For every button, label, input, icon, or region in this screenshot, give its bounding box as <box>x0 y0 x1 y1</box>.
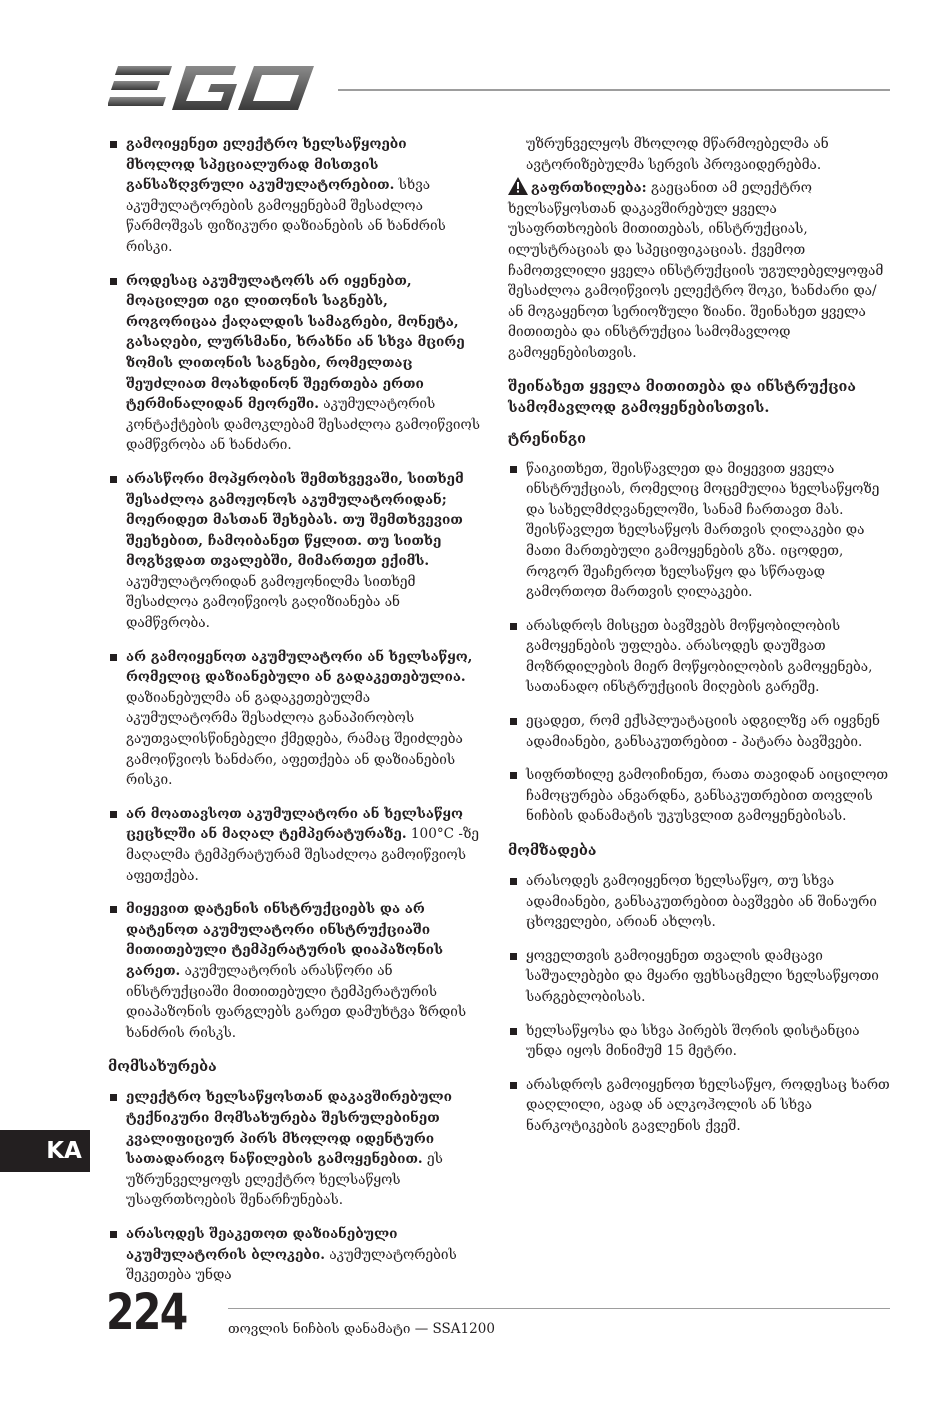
left-column <box>108 134 480 1299</box>
list-item: როდესაც აკუმულატორს არ იყენებთ, მოაცილეთ იგი ლითონის საგნებს, როგორიცაა ქაღალდის სამაგრები, მონეტა, გასაღები, ლურსმანი, ხრახნი ან სხვა მცირე ზომის ლითონის საგნები, რომელთაც შეუძლიათ მოახდინონ შეერთება ერთი ტერმინალიდან მეორეში. აკუმულატორის კონტაქტების დამოკლებამ შესაძლოა გამოიწვიოს დამწვრობა ან ხანძარი. <box>108 271 480 456</box>
list-item: არასოდეს შეაკეთოთ დაზიანებული აკუმულატორის ბლოკები. აკუმულატორების შეკეთება უნდა <box>108 1224 480 1286</box>
continuation-text: უზრუნველყოს მხოლოდ მწარმოებელმა ან ავტორიზებულმა სერვის პროვაიდერებმა. <box>526 136 829 173</box>
preparation-list <box>508 871 890 1137</box>
list-item: ყოველთვის გამოიყენეთ თვალის დამცავი საშუალებები და მყარი ფეხსაცმელი ხელსაწყოთი სარგებლობისას. <box>508 946 890 1008</box>
warning-paragraph <box>508 177 890 363</box>
list-item: ხელსაწყოსა და სხვა პირებს შორის დისტანცია უნდა იყოს მინიმუმ 15 მეტრი. <box>508 1021 890 1062</box>
language-code: KA <box>46 1138 82 1164</box>
list-item: წაიკითხეთ, შეისწავლეთ და მიყევით ყველა ინსტრუქციას, რომელიც მოცემულია ხელსაწყოზე და სახელმძღვანელოში, სანამ ჩართავთ მას. შეისწავლეთ ხელსაწყოს მართვის ღილაკები და მათი მართებული გამოყენების გზა. იცოდეთ, როგორ შეაჩეროთ ხელსაწყო და სწრაფად გამორთოთ მართვის ღილაკები. <box>508 459 890 603</box>
service-heading: მომსახურება <box>108 1058 217 1076</box>
footer-rule <box>228 1308 890 1309</box>
list-item: არ მოათავსოთ აკუმულატორი ან ხელსაწყო ცეცხლში ან მაღალ ტემპერატურაზე. 100°C -ზე მაღალმა ტემპერატურამ შესაძლოა გამოიწვიოს აფეთქება. <box>108 804 480 886</box>
header-rule <box>338 89 890 91</box>
warning-label: გაფრთხილება: <box>531 180 647 197</box>
service-list <box>108 1087 480 1285</box>
list-item: არასდროს გამოიყენოთ ხელსაწყო, როდესაც ხართ დაღლილი, ავად ან ალკოჰოლის ან სხვა ნარკოტიკების გავლენის ქვეშ. <box>508 1075 890 1137</box>
list-item: არასოდეს გამოიყენოთ ხელსაწყო, თუ სხვა ადამიანები, განსაკუთრებით ბავშვები ან შინაური ცხოველები, არიან ახლოს. <box>508 871 890 933</box>
preparation-heading: მომზადება <box>508 842 597 860</box>
list-item: არასდროს მისცეთ ბავშვებს მოწყობილობის გამოყენების უფლება. არასოდეს დაუშვათ მოზრდილების მიერ მოწყობილობის გამოყენება, სათანადო ინსტრუქციის მიღების გარეშე. <box>508 616 890 698</box>
warning-triangle-icon <box>508 177 528 195</box>
list-item: მიყევით დატენის ინსტრუქციებს და არ დატენოთ აკუმულატორი ინსტრუქციაში მითითებული ტემპერატურის დიაპაზონის გარეთ. აკუმულატორის არასწორი ან ინსტრუქციაში მითითებული ტემპერატურის დიაპაზონის ფარგლებს გარეთ დამუხტვა ზრდის ხანძრის რისკს. <box>108 899 480 1043</box>
battery-safety-list <box>108 134 480 1043</box>
list-item: გამოიყენეთ ელექტრო ხელსაწყოები მხოლოდ სპეციალურად მისთვის განსაზღვრული აკუმულატორებით. სხვა აკუმულატორების გამოყენებამ შესაძლოა წარმოშვას ფიზიკური დაზიანების ან ხანძრის რისკი. <box>108 134 480 258</box>
right-column <box>508 134 890 1150</box>
list-item: ეცადეთ, რომ ექსპლუატაციის ადგილზე არ იყვნენ ადამიანები, განსაკუთრებით - პატარა ბავშვები. <box>508 711 890 752</box>
language-tab <box>0 1130 90 1172</box>
list-item: არ გამოიყენოთ აკუმულატორი ან ხელსაწყო, რომელიც დაზიანებული ან გადაკეთებულია. დაზიანებულმა ან გადაკეთებულმა აკუმულატორმა შესაძლოა განაპირობოს გაუთვალისწინებელი ქმედება, რამაც შეიძლება გამოიწვიოს ხანძარი, აფეთქება ან დაზიანების რისკი. <box>108 647 480 791</box>
save-instructions-heading: შეინახეთ ყველა მითითება და ინსტრუქცია სამომავლოდ გამოყენებისთვის. <box>508 377 856 416</box>
page-number: 224 <box>106 1283 187 1341</box>
training-heading: ტრენინგი <box>508 429 587 447</box>
training-list <box>508 459 890 828</box>
ego-logo <box>108 66 318 112</box>
list-item: ელექტრო ხელსაწყოსთან დაკავშირებული ტექნიკური მომსახურება შესრულებინეთ კვალიფიციურ პირს მხოლოდ იდენტური სათადარიგო ნაწილების გამოყენებით. ეს უზრუნველყოფს ელექტრო ხელსაწყოს უსაფრთხოების შენარჩუნებას. <box>108 1087 480 1211</box>
list-item: არასწორი მოპყრობის შემთხვევაში, სითხემ შესაძლოა გამოჟონოს აკუმულატორიდან; მოერიდეთ მასთან შეხებას. თუ შემთხვევით შეეხებით, ჩამოიბანეთ წყლით. თუ სითხე მოგხვდათ თვალებში, მიმართეთ ექიმს. აკუმულატორიდან გამოჟონილმა სითხემ შესაძლოა გამოიწვიოს გაღიზიანება ან დამწვრობა. <box>108 469 480 634</box>
footer-caption: თოვლის ნიჩბის დანამატი — SSA1200 <box>228 1321 495 1337</box>
list-item: სიფრთხილე გამოიჩინეთ, რათა თავიდან აიცილოთ ჩამოცურება ანვარდნა, განსაკუთრებით თოვლის ნიჩბის დანამატის უკუსვლით გამოყენებისას. <box>508 765 890 827</box>
warning-text: გაეცანით ამ ელექტრო ხელსაწყოსთან დაკავშირებულ ყველა უსაფრთხოების მითითებას, ინსტრუქციას, ილუსტრაციას და სპეციფიკაციას. ქვემოთ ჩამოთვლილი ყველა ინსტრუქციის უგულებელყოფამ შესაძლოა გამოიწვიოს ელექტრო შოკი, ხანძარი და/ან მოგაყენოთ სერიოზული ზიანი. შეინახეთ ყველა მითითება და ინსტრუქცია სამომავლოდ გამოყენებისთვის. <box>508 180 884 361</box>
